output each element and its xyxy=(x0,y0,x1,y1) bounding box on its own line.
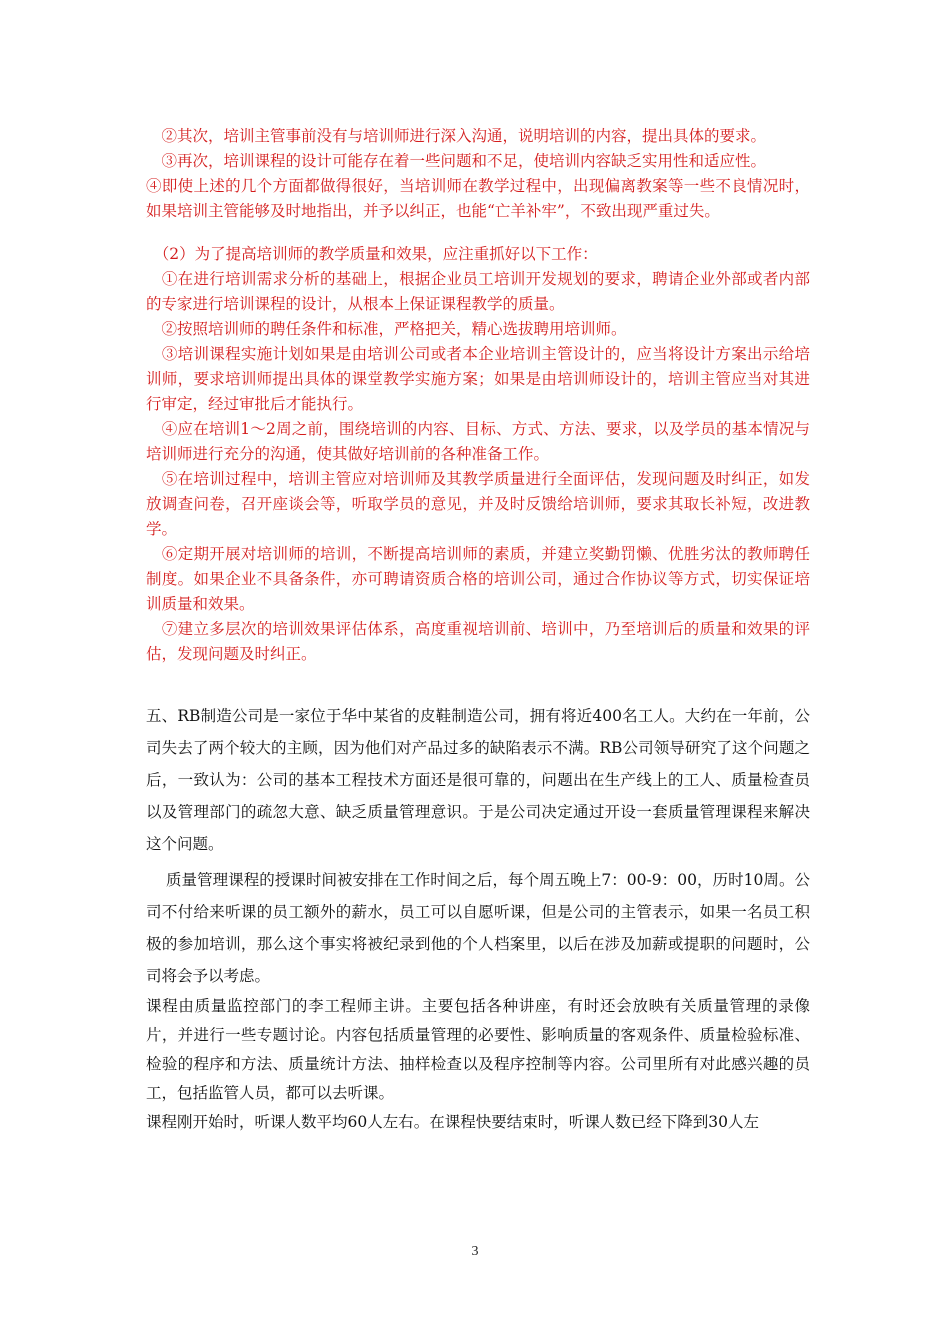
paragraph: （2）为了提高培训师的教学质量和效果，应注重抓好以下工作： xyxy=(146,245,598,263)
case-paragraph-2: 质量管理课程的授课时间被安排在工作时间之后，每个周五晚上7：00-9：00，历时10周。公司不付给来听课的员工额外的薪水，员工可以自愿听课，但是公司的主管表示，如果一名员工积极的参加培训，那么这个事实将被纪录到他的个人档案里，以后在涉及加薪或提职的问题时，公司将会予以考虑。 xyxy=(146,871,810,985)
case-paragraph-1: 五、RB制造公司是一家位于华中某省的皮鞋制造公司，拥有将近400名工人。大约在一年前，公司失去了两个较大的主顾，因为他们对产品过多的缺陷表示不满。RB公司领导研究了这个问题之后，一致认为：公司的基本工程技术方面还是很可靠的，问题出在生产线上的工人、质量检查员以及管理部门的疏忽大意、缺乏质量管理意识。于是公司决定通过开设一套质量管理课程来解决这个问题。 xyxy=(146,707,810,853)
paragraph: ③再次，培训课程的设计可能存在着一些问题和不足，使培训内容缺乏实用性和适应性。 xyxy=(146,152,767,170)
paragraph: ②其次，培训主管事前没有与培训师进行深入沟通，说明培训的内容，提出具体的要求。 xyxy=(146,127,767,145)
paragraph: ⑤在培训过程中，培训主管应对培训师及其教学质量进行全面评估，发现问题及时纠正，如发放调查问卷，召开座谈会等，听取学员的意见，并及时反馈给培训师，要求其取长补短，改进教学。 xyxy=(146,470,810,538)
paragraph: ④即使上述的几个方面都做得很好，当培训师在教学过程中，出现偏离教案等一些不良情况时，如果培训主管能够及时地指出，并予以纠正，也能“亡羊补牢”，不致出现严重过失。 xyxy=(146,177,810,220)
paragraph: ②按照培训师的聘任条件和标准，严格把关，精心选拔聘用培训师。 xyxy=(146,320,627,338)
case-paragraph-3: 课程由质量监控部门的李工程师主讲。主要包括各种讲座，有时还会放映有关质量管理的录像片，并进行一些专题讨论。内容包括质量管理的必要性、影响质量的客观条件、质量检验标准、检验的程序和方法、质量统计方法、抽样检查以及程序控制等内容。公司里所有对此感兴趣的员工，包括监管人员，都可以去听课。 xyxy=(146,997,810,1102)
training-measures-section xyxy=(146,124,810,667)
paragraph: ①在进行培训需求分析的基础上，根据企业员工培训开发规划的要求，聘请企业外部或者内部的专家进行培训课程的设计，从根本上保证课程教学的质量。 xyxy=(146,270,810,313)
paragraph: ⑥定期开展对培训师的培训，不断提高培训师的素质，并建立奖勤罚懒、优胜劣汰的教师聘任制度。如果企业不具备条件，亦可聘请资质合格的培训公司，通过合作协议等方式，切实保证培训质量和效果。 xyxy=(146,545,810,613)
case-study-section xyxy=(146,700,810,1137)
paragraph: ④应在培训1～2周之前，围绕培训的内容、目标、方式、方法、要求，以及学员的基本情况与培训师进行充分的沟通，使其做好培训前的各种准备工作。 xyxy=(146,420,810,463)
paragraph: ⑦建立多层次的培训效果评估体系，高度重视培训前、培训中，乃至培训后的质量和效果的评估，发现问题及时纠正。 xyxy=(146,620,810,663)
spacer xyxy=(146,224,810,242)
paragraph: ③培训课程实施计划如果是由培训公司或者本企业培训主管设计的，应当将设计方案出示给培训师，要求培训师提出具体的课堂教学实施方案；如果是由培训师设计的，培训主管应当对其进行审定，经过审批后才能执行。 xyxy=(146,345,810,413)
case-paragraph-4: 课程刚开始时，听课人数平均60人左右。在课程快要结束时，听课人数已经下降到30人左 xyxy=(146,1113,759,1131)
page-number: 3 xyxy=(471,1244,479,1259)
